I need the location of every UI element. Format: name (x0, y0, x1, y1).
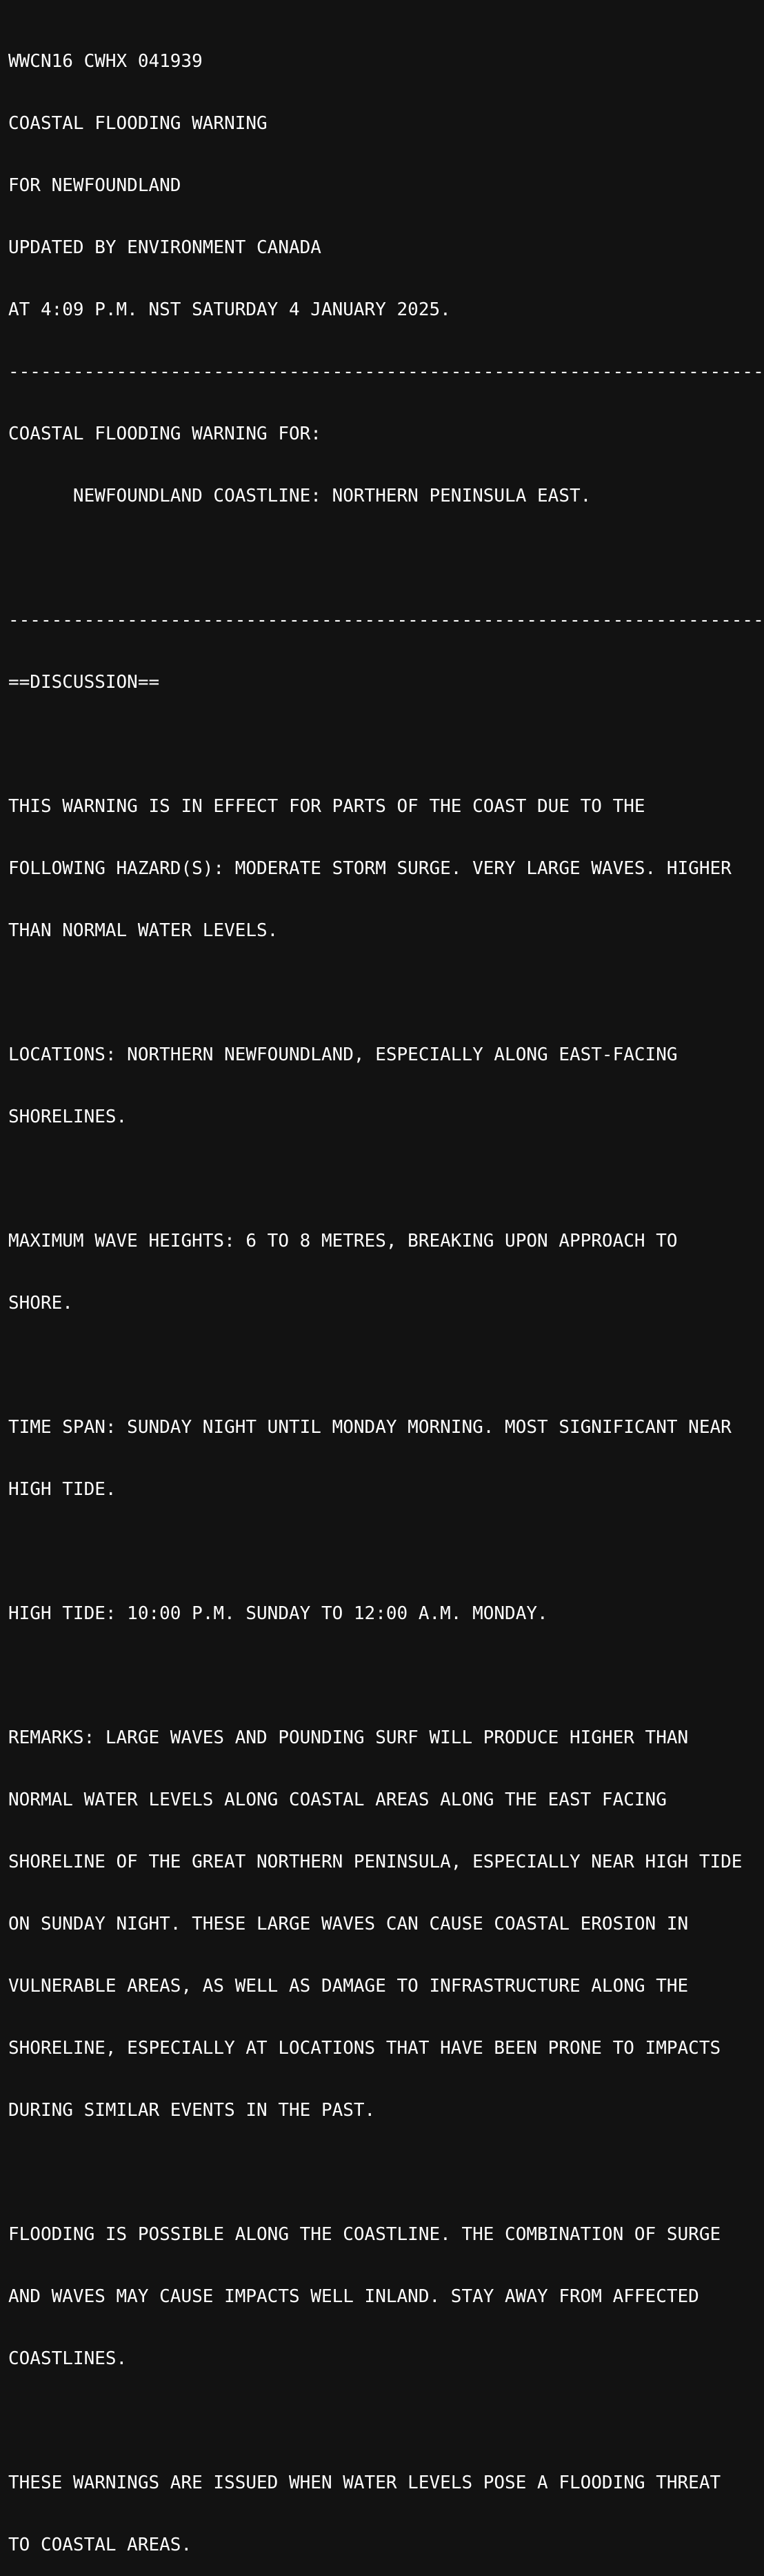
blank-line (8, 982, 757, 1003)
criteria-text: THESE WARNINGS ARE ISSUED WHEN WATER LEVELS POSE A FLOODING THREAT (8, 2473, 721, 2493)
bulletin-issued-time: AT 4:09 P.M. NST SATURDAY 4 JANUARY 2025. (8, 299, 451, 320)
criteria-text: TO COASTAL AREAS. (8, 2535, 192, 2555)
divider: ---------------------------------------------------------------------- (8, 361, 764, 382)
remarks-text: DURING SIMILAR EVENTS IN THE PAST. (8, 2100, 376, 2121)
blank-line (8, 734, 757, 755)
divider: ---------------------------------------------------------------------- (8, 610, 764, 631)
bulletin-region: FOR NEWFOUNDLAND (8, 175, 181, 196)
bulletin-title: COASTAL FLOODING WARNING (8, 113, 268, 134)
bulletin-issuer: UPDATED BY ENVIRONMENT CANADA (8, 237, 321, 258)
remarks-text: VULNERABLE AREAS, AS WELL AS DAMAGE TO INFRASTRUCTURE ALONG THE (8, 1976, 689, 1997)
warning-for-heading: COASTAL FLOODING WARNING FOR: (8, 424, 321, 444)
flooding-text: COASTLINES. (8, 2348, 128, 2369)
blank-line (8, 548, 757, 568)
high-tide-text: HIGH TIDE: 10:00 P.M. SUNDAY TO 12:00 A.M. MONDAY. (8, 1603, 548, 1624)
hazard-text: FOLLOWING HAZARD(S): MODERATE STORM SURGE. VERY LARGE WAVES. HIGHER (8, 858, 732, 879)
hazard-text: THIS WARNING IS IN EFFECT FOR PARTS OF THE COAST DUE TO THE (8, 796, 645, 817)
hazard-text: THAN NORMAL WATER LEVELS. (8, 920, 279, 941)
warning-area: NEWFOUNDLAND COASTLINE: NORTHERN PENINSULA EAST. (8, 486, 592, 506)
blank-line (8, 1355, 757, 1376)
remarks-text: ON SUNDAY NIGHT. THESE LARGE WAVES CAN CAUSE COASTAL EROSION IN (8, 1914, 689, 1934)
blank-line (8, 2410, 757, 2431)
flooding-text: FLOODING IS POSSIBLE ALONG THE COASTLINE. THE COMBINATION OF SURGE (8, 2224, 721, 2245)
discussion-heading: ==DISCUSSION== (8, 672, 160, 693)
time-span-text: TIME SPAN: SUNDAY NIGHT UNTIL MONDAY MORNING. MOST SIGNIFICANT NEAR (8, 1417, 732, 1438)
blank-line (8, 2162, 757, 2183)
remarks-text: NORMAL WATER LEVELS ALONG COASTAL AREAS ALONG THE EAST FACING (8, 1790, 667, 1810)
wave-heights-text: SHORE. (8, 1293, 73, 1314)
wave-heights-text: MAXIMUM WAVE HEIGHTS: 6 TO 8 METRES, BREAKING UPON APPROACH TO (8, 1231, 678, 1251)
blank-line (8, 1665, 757, 1686)
time-span-text: HIGH TIDE. (8, 1479, 117, 1500)
remarks-text: REMARKS: LARGE WAVES AND POUNDING SURF WILL PRODUCE HIGHER THAN (8, 1727, 689, 1748)
locations-text: SHORELINES. (8, 1107, 128, 1127)
flooding-text: AND WAVES MAY CAUSE IMPACTS WELL INLAND. STAY AWAY FROM AFFECTED (8, 2286, 699, 2307)
blank-line (8, 1541, 757, 1562)
blank-line (8, 1169, 757, 1189)
remarks-text: SHORELINE OF THE GREAT NORTHERN PENINSULA, ESPECIALLY NEAR HIGH TIDE (8, 1852, 743, 1872)
remarks-text: SHORELINE, ESPECIALLY AT LOCATIONS THAT HAVE BEEN PRONE TO IMPACTS (8, 2038, 721, 2059)
bulletin-header-id: WWCN16 CWHX 041939 (8, 51, 203, 72)
locations-text: LOCATIONS: NORTHERN NEWFOUNDLAND, ESPECIALLY ALONG EAST-FACING (8, 1044, 678, 1065)
